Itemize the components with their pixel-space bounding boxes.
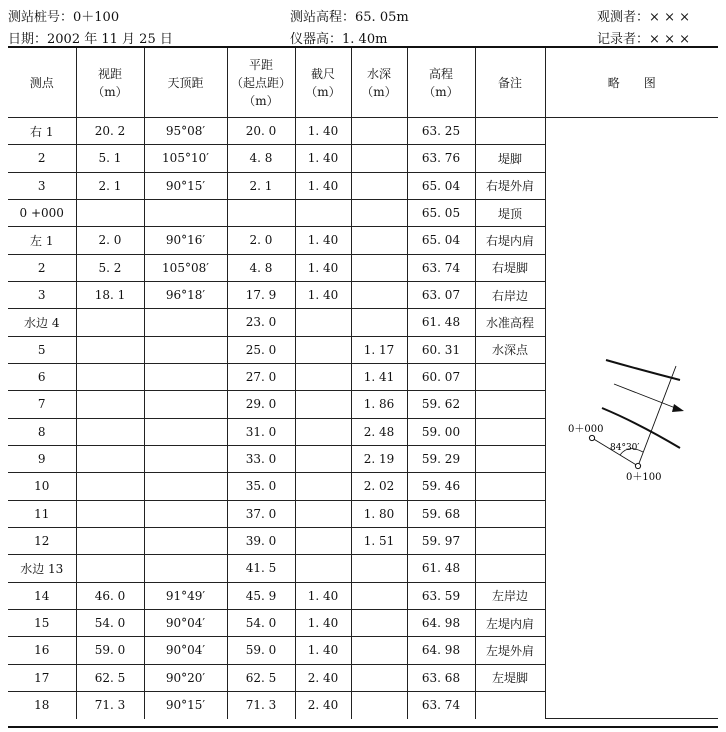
sight-distance-cell: 18. 1 <box>76 281 144 308</box>
depth-cell: 1. 86 <box>351 391 407 418</box>
sight-distance-cell: 20. 2 <box>76 118 144 145</box>
depth-cell <box>351 609 407 636</box>
staff-cell: 1. 40 <box>295 609 351 636</box>
horizontal-distance-cell <box>227 199 295 226</box>
point-cell: 左 1 <box>8 227 76 254</box>
staff-cell: 1. 40 <box>295 582 351 609</box>
zenith-cell <box>144 555 227 582</box>
remark-cell: 左堤外肩 <box>475 637 545 664</box>
elevation-cell: 64. 98 <box>407 637 475 664</box>
header-row <box>8 48 718 118</box>
elevation-cell: 59. 68 <box>407 500 475 527</box>
zenith-cell <box>144 363 227 390</box>
elevation-cell: 60. 07 <box>407 363 475 390</box>
station-number: 测站桩号：0＋100 <box>8 10 120 25</box>
start-point-marker <box>589 435 594 440</box>
zenith-cell <box>144 445 227 472</box>
remark-cell <box>475 527 545 554</box>
point-cell: 右 1 <box>8 118 76 145</box>
elevation-cell: 63. 59 <box>407 582 475 609</box>
zenith-cell: 105°08′ <box>144 254 227 281</box>
point-cell: 16 <box>8 637 76 664</box>
horizontal-distance-cell: 17. 9 <box>227 281 295 308</box>
sight-distance-cell: 59. 0 <box>76 637 144 664</box>
zenith-cell: 105°10′ <box>144 145 227 172</box>
zenith-cell <box>144 199 227 226</box>
zenith-cell: 90°16′ <box>144 227 227 254</box>
sketch-figure <box>546 118 718 718</box>
depth-cell <box>351 637 407 664</box>
point-cell: 6 <box>8 363 76 390</box>
zenith-cell: 90°15′ <box>144 691 227 718</box>
zenith-cell: 96°18′ <box>144 281 227 308</box>
col-sketch: 略 图 <box>545 48 718 118</box>
depth-cell <box>351 309 407 336</box>
remark-cell: 右堤内肩 <box>475 227 545 254</box>
remark-cell: 水深点 <box>475 336 545 363</box>
horizontal-distance-cell: 2. 1 <box>227 172 295 199</box>
remark-cell: 左堤内肩 <box>475 609 545 636</box>
depth-cell: 1. 51 <box>351 527 407 554</box>
point-cell: 3 <box>8 172 76 199</box>
sight-distance-cell: 46. 0 <box>76 582 144 609</box>
col-water-depth: 水深 （m） <box>351 48 407 118</box>
remark-cell: 堤脚 <box>475 145 545 172</box>
staff-cell: 1. 40 <box>295 637 351 664</box>
zenith-cell <box>144 418 227 445</box>
flow-arrowhead <box>672 404 684 412</box>
sight-distance-cell: 71. 3 <box>76 691 144 718</box>
remark-cell <box>475 391 545 418</box>
sight-distance-cell: 5. 1 <box>76 145 144 172</box>
staff-cell: 2. 40 <box>295 691 351 718</box>
zenith-cell <box>144 336 227 363</box>
horizontal-distance-cell: 4. 8 <box>227 145 295 172</box>
depth-cell: 2. 48 <box>351 418 407 445</box>
station-point-marker <box>635 463 640 468</box>
elevation-cell: 63. 76 <box>407 145 475 172</box>
staff-cell <box>295 336 351 363</box>
horizontal-distance-cell: 39. 0 <box>227 527 295 554</box>
point-cell: 9 <box>8 445 76 472</box>
sight-distance-cell <box>76 527 144 554</box>
horizontal-distance-cell: 29. 0 <box>227 391 295 418</box>
col-remark: 备注 <box>475 48 545 118</box>
staff-cell: 1. 40 <box>295 118 351 145</box>
elevation-cell: 64. 98 <box>407 609 475 636</box>
survey-date: 日期：2002 年 11 月 25 日 <box>8 32 173 47</box>
point-cell: 10 <box>8 473 76 500</box>
horizontal-distance-cell: 35. 0 <box>227 473 295 500</box>
sight-distance-cell: 2. 1 <box>76 172 144 199</box>
point-cell: 7 <box>8 391 76 418</box>
depth-cell <box>351 145 407 172</box>
depth-cell <box>351 664 407 691</box>
staff-cell <box>295 473 351 500</box>
point-cell: 0 +000 <box>8 199 76 226</box>
remark-cell: 左堤脚 <box>475 664 545 691</box>
staff-cell: 1. 40 <box>295 227 351 254</box>
remark-cell <box>475 473 545 500</box>
horizontal-distance-cell: 54. 0 <box>227 609 295 636</box>
section-line <box>638 366 676 466</box>
horizontal-distance-cell: 33. 0 <box>227 445 295 472</box>
depth-cell: 2. 19 <box>351 445 407 472</box>
horizontal-distance-cell: 71. 3 <box>227 691 295 718</box>
zenith-cell <box>144 527 227 554</box>
lower-bank-line <box>602 408 680 448</box>
remark-cell: 右堤脚 <box>475 254 545 281</box>
depth-cell: 1. 41 <box>351 363 407 390</box>
point-cell: 2 <box>8 145 76 172</box>
staff-cell <box>295 445 351 472</box>
point-cell: 17 <box>8 664 76 691</box>
bottom-rule <box>8 726 718 728</box>
start-point-label: 0＋000 <box>567 424 603 435</box>
horizontal-distance-cell: 23. 0 <box>227 309 295 336</box>
elevation-cell: 63. 07 <box>407 281 475 308</box>
remark-cell <box>475 118 545 145</box>
zenith-cell: 95°08′ <box>144 118 227 145</box>
zenith-cell: 90°20′ <box>144 664 227 691</box>
staff-cell <box>295 500 351 527</box>
col-staff-reading: 截尺 （m） <box>295 48 351 118</box>
remark-cell: 右堤外肩 <box>475 172 545 199</box>
elevation-cell: 61. 48 <box>407 555 475 582</box>
elevation-cell: 59. 46 <box>407 473 475 500</box>
staff-cell: 1. 40 <box>295 145 351 172</box>
remark-cell <box>475 418 545 445</box>
point-cell: 18 <box>8 691 76 718</box>
staff-cell <box>295 391 351 418</box>
staff-cell: 1. 40 <box>295 281 351 308</box>
remark-cell <box>475 691 545 718</box>
elevation-cell: 63. 74 <box>407 254 475 281</box>
depth-cell <box>351 691 407 718</box>
point-cell: 5 <box>8 336 76 363</box>
point-cell: 14 <box>8 582 76 609</box>
remark-cell: 右岸边 <box>475 281 545 308</box>
staff-cell <box>295 363 351 390</box>
depth-cell <box>351 227 407 254</box>
col-zenith-distance: 天顶距 <box>144 48 227 118</box>
remark-cell <box>475 445 545 472</box>
horizontal-distance-cell: 37. 0 <box>227 500 295 527</box>
zenith-cell <box>144 309 227 336</box>
zenith-cell: 90°04′ <box>144 637 227 664</box>
point-cell: 水边 13 <box>8 555 76 582</box>
angle-label: 84°30′ <box>609 443 639 453</box>
staff-cell <box>295 309 351 336</box>
depth-cell: 1. 17 <box>351 336 407 363</box>
point-cell: 2 <box>8 254 76 281</box>
depth-cell <box>351 199 407 226</box>
elevation-cell: 65. 05 <box>407 199 475 226</box>
sketch-cell <box>545 118 718 719</box>
point-cell: 8 <box>8 418 76 445</box>
observer: 观测者：× × × <box>597 10 690 25</box>
elevation-cell: 65. 04 <box>407 227 475 254</box>
elevation-cell: 59. 29 <box>407 445 475 472</box>
remark-cell: 左岸边 <box>475 582 545 609</box>
observation-table <box>8 48 718 719</box>
elevation-cell: 59. 97 <box>407 527 475 554</box>
col-point: 测点 <box>8 48 76 118</box>
horizontal-distance-cell: 20. 0 <box>227 118 295 145</box>
horizontal-distance-cell: 59. 0 <box>227 637 295 664</box>
elevation-cell: 65. 04 <box>407 172 475 199</box>
elevation-cell: 60. 31 <box>407 336 475 363</box>
elevation-cell: 59. 00 <box>407 418 475 445</box>
depth-cell <box>351 172 407 199</box>
elevation-cell: 61. 48 <box>407 309 475 336</box>
sight-distance-cell: 54. 0 <box>76 609 144 636</box>
sight-distance-cell <box>76 309 144 336</box>
recorder: 记录者：× × × <box>597 32 690 47</box>
horizontal-distance-cell: 31. 0 <box>227 418 295 445</box>
sight-distance-cell: 2. 0 <box>76 227 144 254</box>
elevation-cell: 63. 68 <box>407 664 475 691</box>
sight-distance-cell <box>76 199 144 226</box>
zenith-cell <box>144 473 227 500</box>
depth-cell: 2. 02 <box>351 473 407 500</box>
sight-distance-cell <box>76 555 144 582</box>
horizontal-distance-cell: 4. 8 <box>227 254 295 281</box>
station-point-label: 0＋100 <box>625 472 661 483</box>
sight-distance-cell <box>76 336 144 363</box>
staff-cell: 1. 40 <box>295 172 351 199</box>
point-cell: 水边 4 <box>8 309 76 336</box>
depth-cell <box>351 254 407 281</box>
sight-distance-cell <box>76 473 144 500</box>
point-cell: 12 <box>8 527 76 554</box>
elevation-cell: 63. 25 <box>407 118 475 145</box>
depth-cell <box>351 555 407 582</box>
remark-cell <box>475 555 545 582</box>
depth-cell <box>351 281 407 308</box>
horizontal-distance-cell: 41. 5 <box>227 555 295 582</box>
instrument-height: 仪器高：1. 40m <box>290 32 388 47</box>
staff-cell <box>295 527 351 554</box>
sight-distance-cell <box>76 418 144 445</box>
staff-cell <box>295 555 351 582</box>
horizontal-distance-cell: 27. 0 <box>227 363 295 390</box>
depth-cell <box>351 582 407 609</box>
point-cell: 15 <box>8 609 76 636</box>
staff-cell: 2. 40 <box>295 664 351 691</box>
col-elevation: 高程 （m） <box>407 48 475 118</box>
elevation-cell: 59. 62 <box>407 391 475 418</box>
depth-cell <box>351 118 407 145</box>
point-cell: 11 <box>8 500 76 527</box>
sight-distance-cell <box>76 363 144 390</box>
elevation-cell: 63. 74 <box>407 691 475 718</box>
zenith-cell: 90°04′ <box>144 609 227 636</box>
upper-bank-line <box>606 360 680 380</box>
remark-cell: 堤顶 <box>475 199 545 226</box>
sight-distance-cell: 62. 5 <box>76 664 144 691</box>
staff-cell: 1. 40 <box>295 254 351 281</box>
horizontal-distance-cell: 25. 0 <box>227 336 295 363</box>
staff-cell <box>295 199 351 226</box>
station-elevation: 测站高程：65. 05m <box>290 10 409 25</box>
horizontal-distance-cell: 45. 9 <box>227 582 295 609</box>
survey-record-sheet <box>8 46 718 726</box>
staff-cell <box>295 418 351 445</box>
remark-cell: 水准高程 <box>475 309 545 336</box>
horizontal-distance-cell: 2. 0 <box>227 227 295 254</box>
zenith-cell <box>144 500 227 527</box>
sight-distance-cell <box>76 500 144 527</box>
sight-distance-cell <box>76 445 144 472</box>
table-row <box>8 118 718 145</box>
sight-distance-cell: 5. 2 <box>76 254 144 281</box>
sight-distance-cell <box>76 391 144 418</box>
col-horizontal-distance: 平距 （起点距） （m） <box>227 48 295 118</box>
remark-cell <box>475 363 545 390</box>
col-sight-distance: 视距 （m） <box>76 48 144 118</box>
depth-cell: 1. 80 <box>351 500 407 527</box>
flow-arrow <box>614 384 678 409</box>
zenith-cell: 90°15′ <box>144 172 227 199</box>
zenith-cell <box>144 391 227 418</box>
remark-cell <box>475 500 545 527</box>
point-cell: 3 <box>8 281 76 308</box>
horizontal-distance-cell: 62. 5 <box>227 664 295 691</box>
zenith-cell: 91°49′ <box>144 582 227 609</box>
